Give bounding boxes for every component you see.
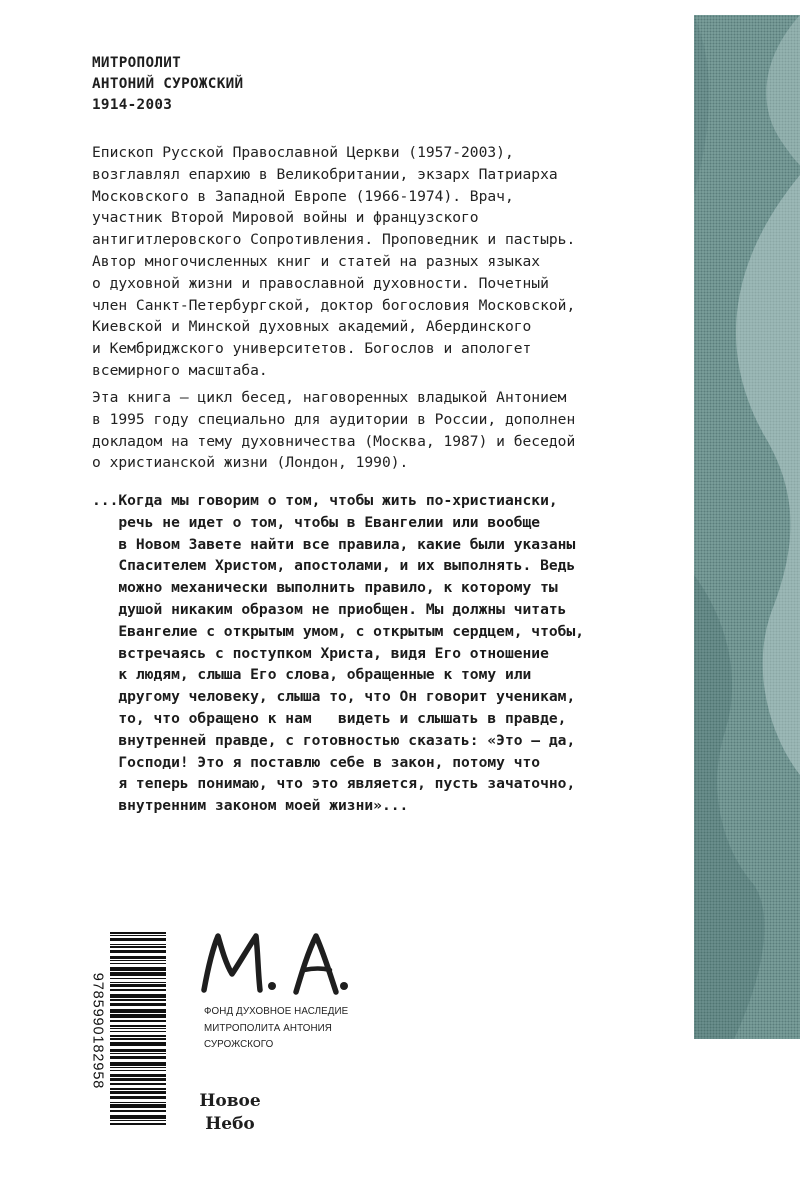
book-quote: ...Когда мы говорим о том, чтобы жить по-христиански, речь не идет о том, чтобы в Евангелии или вообще в Новом Завете найти все правила, какие были указаны Спасителем Христом, апостолами, и их выполнять. Ведь можно механически выполнить правило, к которому ты душой никаким образом не приобщен. Мы должны читать Евангелие с открытым умом, с открытым сердцем, чтобы, встречаясь с поступком Христа, видя Его отношение к людям, слыша Его слова, обращенные к тому или другому человеку, слыша то, что Он говорит ученикам, то, что обращено к нам видеть и слышать в правде, внутренней правде, с готовностью сказать: «Это — да, Господи! Это я поставлю себе в закон, потому что я теперь понимаю, что это является, пусть зачаточно, внутренним законом моей жизни»... [92,492,585,815]
barcode-bar [110,1102,166,1103]
foundation-name [204,1004,348,1054]
barcode-bar [110,1049,166,1052]
barcode-bar [110,1038,166,1040]
barcode-bar [110,1070,166,1071]
barcode-bar [110,944,166,945]
barcode-bar [110,1123,166,1125]
barcode-bar [110,989,166,991]
barcode-bar [110,1009,166,1013]
barcode-bar [110,1120,166,1121]
halftone-pattern [694,15,800,1039]
foundation-line: МИТРОПОЛИТА АНТОНИЯ [204,1022,332,1034]
barcode-bar [110,999,166,1001]
barcode-bar [110,1003,166,1006]
barcode-bar [110,1031,166,1032]
barcode-bar [110,1096,166,1099]
barcode-bar [110,1110,166,1112]
publisher-line1: Новое [199,1091,261,1111]
ma-monogram-logo [198,928,350,1000]
barcode-bar [110,1014,166,1018]
barcode-bar [110,932,166,934]
author-biography: Епископ Русской Православной Церкви (1957-2003), возглавлял епархию в Великобритании, экзарх Патриарха Московского в Западной Европе (1966-1974). Врач, участник Второй Мировой войны и французского антигитлеровского Сопротивления. Проповедник и пастырь. Автор многочисленных книг и статей на разных языках о духовной жизни и православной духовности. Почетный член Санкт-Петербургской, доктор богословия Московской, Киевской и Минской духовных академий, Абердинского и Кембриджского университетов. Богослов и апологет всемирного масштаба. [92,144,576,379]
barcode-bar [110,994,166,998]
barcode-bar [110,956,166,959]
barcode-bar [110,1074,166,1077]
barcode-bar [110,963,166,964]
barcode-bar [110,984,166,987]
barcode-bar [110,1020,166,1022]
barcode-bar [110,1062,166,1066]
foundation-line: СУРОЖСКОГО [204,1039,274,1050]
barcode-bar [110,1104,166,1108]
isbn-number: 9785990182958 [89,972,106,1090]
barcode-bar [110,1025,166,1027]
author-name: АНТОНИЙ СУРОЖСКИЙ [92,76,244,92]
barcode-bar [110,1091,166,1094]
barcode-bar [110,950,166,953]
barcode-bar [110,1078,166,1081]
barcode-bar [110,960,166,961]
barcode-bar [110,978,166,979]
isbn-barcode [90,930,168,1130]
barcode-bar [110,1035,166,1037]
barcode-bar [110,1028,166,1029]
barcode-bar [110,935,166,936]
decorative-side-image [694,15,800,1039]
novoe-nebo-logo [199,1085,261,1137]
barcode-bar [110,1083,166,1085]
foundation-line: ФОНД ДУХОВНОЕ НАСЛЕДИЕ [204,1006,349,1017]
author-title: МИТРОПОЛИТ [92,55,182,71]
barcode-bar [110,1053,166,1054]
author-years: 1914-2003 [92,97,173,113]
barcode-bar [110,972,166,976]
barcode-bar [110,938,166,941]
book-description: Эта книга — цикл бесед, наговоренных владыкой Антонием в 1995 году специально для аудитории в России, дополнен докладом на тему духовничества (Москва, 1987) и беседой о христианской жизни (Лондон, 1990). [92,389,576,472]
barcode-bar [110,967,166,971]
publisher-line2: Небо [205,1114,255,1134]
barcode-bar [110,946,166,948]
barcode-bar [110,1088,166,1090]
author-header [92,53,243,116]
barcode-bar [110,1056,166,1059]
barcode-bar [110,1042,166,1046]
barcode-bar [110,1067,166,1068]
barcode-bar [110,1115,166,1119]
barcode-bar [110,982,166,983]
